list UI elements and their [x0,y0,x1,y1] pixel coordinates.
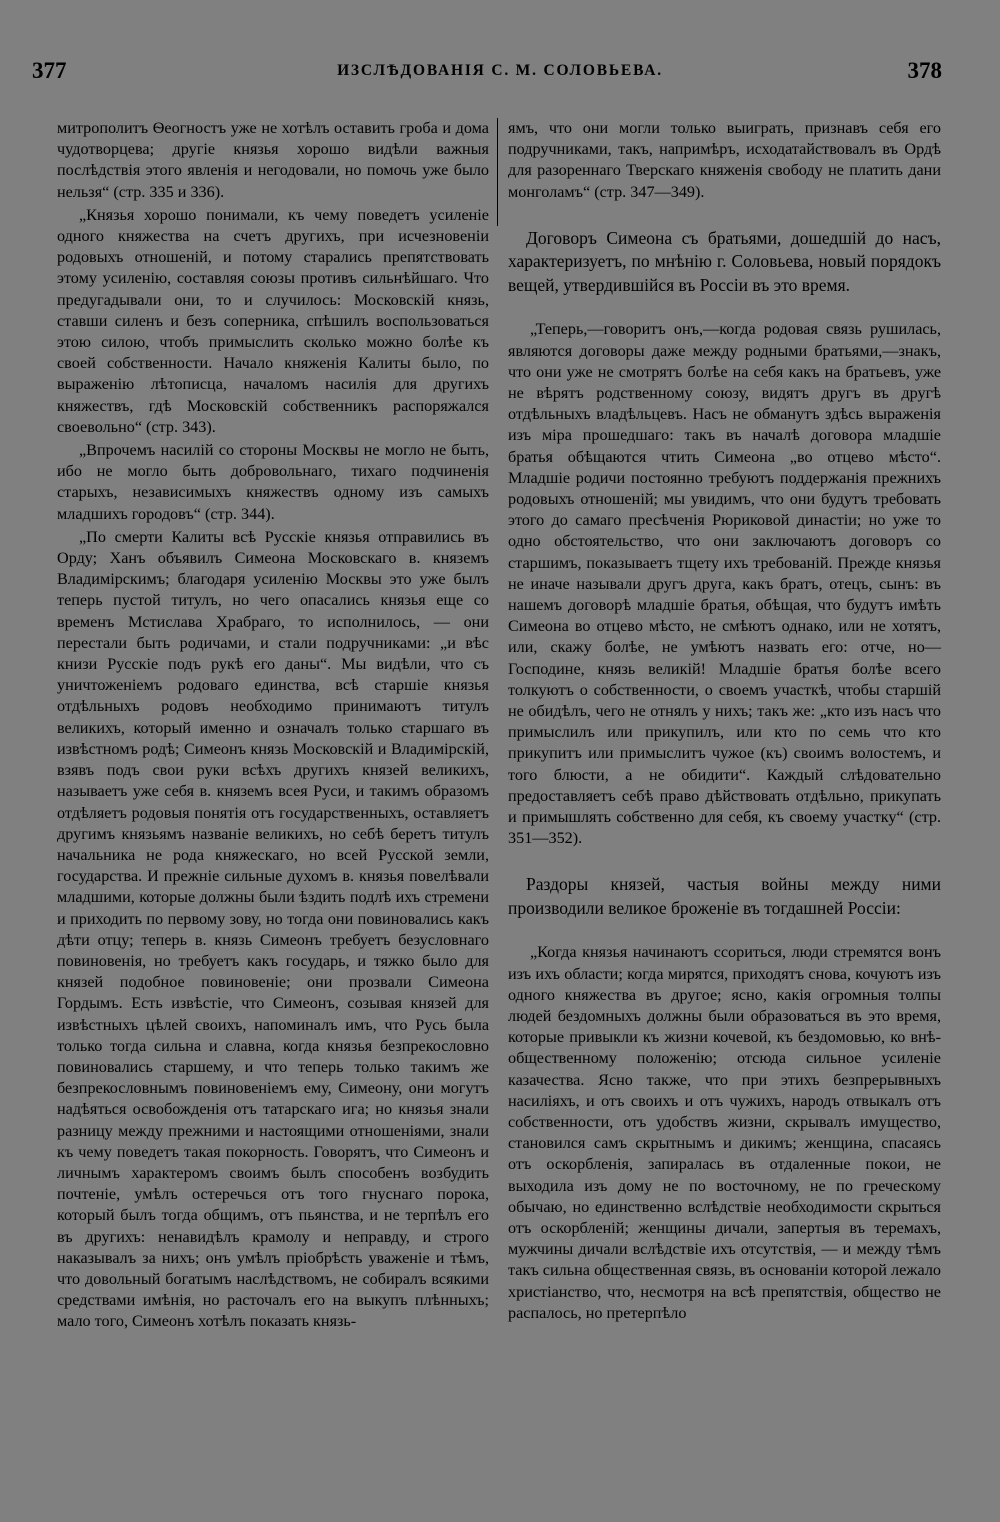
running-title: ИЗСЛѢДОВАНІЯ С. М. СОЛОВЬЕВА. [337,62,663,79]
right-column [508,118,941,1324]
author-commentary: Раздоры князей, частыя войны между ними производили великое броженіе въ тогдашней Россіи: [508,874,941,918]
left-column [57,118,489,1333]
paragraph: „Когда князья начинаютъ ссориться, люди стремятся вонъ изъ ихъ области; когда мирятся, приходятъ снова, кочуютъ изъ одного княжества въ другое; ясно, какія огромныя толпы людей бездомныхъ должны были образоваться въ это время, которые привыкли къ жизни кочевой, къ бездомовью, ко внѣ-общественному положенію; отсюда сильное усиленіе казачества. Ясно также, что при этихъ безпрерывныхъ насиліяхъ, и отъ своихъ и отъ чужихъ, народъ отвыкалъ отъ собственности, отъ удобствъ жизни, скрывалъ имущество, становился самъ скрытнымъ и дикимъ; женщина, спасаясь отъ оскорбленія, запиралась въ отдаленные покои, не выходила изъ дому не по восточному, не по греческому обычаю, но единственно вслѣдствіе необходимости скрыться отъ оскорбленій; женщины дичали, запертыя въ теремахъ, мужчины дичали вслѣдствіе ихъ отсутствія, — и между тѣмъ такъ сильна общественная связь, въ основаніи которой лежало христіанство, что, несмотря на всѣ препятствія, общество не распалось, но претерпѣло [508,943,941,1322]
paragraph: „По смерти Калиты всѣ Русскіе князья отправились въ Орду; Ханъ объявилъ Симеона Московскаго в. княземъ Владимірскимъ; благодаря усиленію Москвы это уже былъ теперь пустой титулъ, но чего опасались князья еще со временъ Мстислава Храбраго, то исполнилось, — они перестали быть родичами, и стали подручниками: „и вѣс книзи Русскіе подъ рукѣ его даны“. Мы видѣли, что съ уничтоженіемъ родоваго единства, всѣ старшіе князья отдѣльныхъ родовъ необходимо принимаютъ титулъ великихъ, который именно и означалъ только старшаго въ извѣстномъ родѣ; Симеонъ князь Московскій и Владимірскій, взявъ подъ свои руки всѣхъ другихъ князей великихъ, называетъ уже себя в. княземъ всея Руси, и такимъ образомъ отдѣляетъ родовыя понятія отъ государственныхъ, оставляетъ другимъ князьямъ названіе великихъ, но себѣ беретъ титулъ начальника не рода княжескаго, но всей Русской земли, государства. И прежніе сильные духомъ в. князья повелѣвали младшими, которые должны были ѣздить подлѣ ихъ стремени и приходить по первому зову, но тогда они повиновались какъ дѣти отцу; теперь в. князь Симеонъ требуетъ безусловнаго повиновенія, но требуетъ какъ государь, и тяжко было для князей подобное повиновеніе; они прозвали Симеона Гордымъ. Есть извѣстіе, что Симеонъ, созывая князей для извѣстныхъ цѣлей своихъ, напоминалъ имъ, что Русь была только тогда сильна и славна, когда князья безпрекословно повиновались старшему, и что теперь только такимъ же безпрекословнымъ повиновеніемъ ему, Симеону, они могутъ надѣяться освобожденія отъ татарскаго ига; но князья знали разницу между прежними и настоящими отношеніями, знали къ чему поведетъ такая покорность. Говорятъ, что Симеонъ и личнымъ характеромъ своимъ былъ способенъ возбудить почтеніе, умѣлъ остеречься отъ того гнуснаго порока, который былъ тогда общимъ, отъ пьянства, и не терпѣлъ его въ другихъ: ненавидѣлъ крамолу и неправду, и строго наказывалъ за нихъ; онъ умѣлъ пріобрѣсть уваженіе и тѣмъ, что довольный богатымъ наслѣдствомъ, не собиралъ всякими средствами имѣнія, но расточалъ его на выкупъ плѣнныхъ; мало того, Симеонъ хотѣлъ показать князь- [57,527,489,1331]
paragraph: ямъ, что они могли только выиграть, признавъ себя его подручниками, такъ, напримѣръ, исходатайствовалъ въ Ордѣ для разореннаго Тверскаго княженія свободу не платить дани монголамъ“ (стр. 347—349). [508,119,941,201]
page-number-right: 378 [907,58,942,83]
running-header [0,58,1000,88]
author-commentary: Договоръ Симеона съ братьями, дошедшій до насъ, характеризуетъ, по мнѣнію г. Соловьева, новый порядокъ вещей, утвердившійся въ Россіи въ это время. [508,227,941,295]
column-divider [497,118,498,226]
page-number-left: 377 [32,58,67,83]
paragraph: митрополитъ Ѳеогностъ уже не хотѣлъ оставить гроба и дома чудотворцева; другіе князья хорошо видѣли важныя послѣдствія этого явленія и негодовали, но помочь уже было нельзя“ (стр. 335 и 336). [57,119,489,201]
paragraph: „Теперь,—говоритъ онъ,—когда родовая связь рушилась, являются договоры даже между родными братьями,—знакъ, что они уже не смотрятъ болѣе на себя какъ на братьевъ, уже не вѣрятъ родственному союзу, видятъ другъ въ другѣ отдѣльныхъ владѣльцевъ. Насъ не обманутъ здѣсь выраженія изъ міра прошедшаго: такъ въ началѣ договора младшіе братья обѣщаются чтить Симеона „во отцево мѣсто“. Младшіе родичи постоянно требуютъ поддержанія прежнихъ родовыхъ отношеній; мы увидимъ, что они будутъ требовать этого до самаго пресѣченія Рюриковой династіи; но уже то одно обстоятельство, что они заключаютъ договоръ со старшимъ, показываетъ тщету ихъ требованій. Прежде князья не иначе называли другъ друга, какъ братъ, отецъ, сынъ: въ нашемъ договорѣ младшіе братья, обѣщая, что будутъ имѣть Симеона во отцево мѣсто, не смѣютъ однако, или не хотятъ, или, скажу болѣе, не умѣютъ назвать его: отче, но—Господине, князь великій! Младшіе братья болѣе всего толкуютъ о собственности, о своемъ участкѣ, чтобы старшій не обидѣлъ, чего не отнялъ у нихъ; такъ же: „кто изъ насъ что примыслилъ или прикупилъ, или кто по семь что кто прикупитъ или примыслитъ чужое (къ) своимъ волостемъ, и того блюсти, а не обидити“. Каждый слѣдовательно предоставляетъ себѣ право дѣйствовать отдѣльно, прикупать и примышлять собственно для себя, къ своему участку“ (стр. 351—352). [508,320,941,848]
paragraph: „Князья хорошо понимали, къ чему поведетъ усиленіе одного княжества на счетъ другихъ, при исчезновеніи родовыхъ отношеній, и потому старались препятствовать этому усиленію, составляя союзы противъ сильнѣйшаго. Что предугадывали они, то и случилось: Московскій князь, ставши силенъ и безъ соперника, спѣшилъ воспользоваться этою силою, чтобъ примыслить сколько можно болѣе къ своей собственности. Начало княженія Калиты было, по выраженію лѣтописца, началомъ насилія для другихъ княжествъ, гдѣ Московскій собственникъ распоряжался своевольно“ (стр. 343). [57,205,489,436]
paragraph: „Впрочемъ насилій со стороны Москвы не могло не быть, ибо не могло быть добровольнаго, тихаго подчиненія старыхъ, независимыхъ княжествъ одному изъ самыхъ младшихъ городовъ“ (стр. 344). [57,441,489,523]
